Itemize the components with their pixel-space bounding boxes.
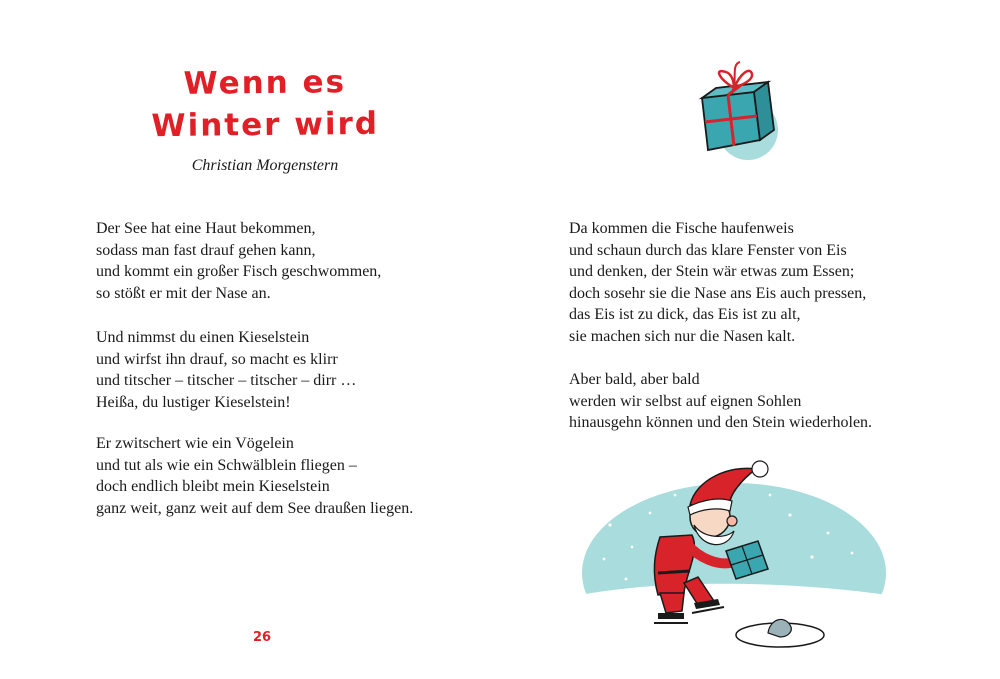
verse-line: sodass man fast drauf gehen kann,	[96, 241, 316, 259]
verse-line: sie machen sich nur die Nasen kalt.	[569, 327, 796, 345]
verse-line: und tut als wie ein Schwälblein fliegen –	[96, 456, 357, 474]
verse-line: das Eis ist zu dick, das Eis ist zu alt,	[569, 306, 801, 323]
santa-belt	[658, 571, 690, 573]
verse-line: Heißa, du lustiger Kieselstein!	[96, 393, 291, 411]
verse-line: und wirfst ihn drauf, so macht es klirr	[96, 350, 338, 368]
verse-line: und schaun durch das klare Fenster von Eis	[569, 241, 847, 259]
verse-line: Da kommen die Fische haufenweis	[569, 220, 794, 237]
title-line-1: Wenn es	[183, 64, 347, 102]
verse-line: hinausgehn können und den Stein wiederholen.	[569, 414, 873, 431]
poem-author: Christian Morgenstern	[191, 157, 339, 174]
skate-left	[658, 613, 684, 619]
verse-line: Und nimmst du einen Kieselstein	[96, 329, 310, 346]
title-line-2: Winter wird	[151, 105, 380, 145]
verse-line: werden wir selbst auf eignen Sohlen	[569, 392, 802, 410]
verse-line: Der See hat eine Haut bekommen,	[96, 220, 316, 237]
poem-title	[0, 59, 530, 149]
verse-line: doch sosehr sie die Nase ans Eis auch pressen,	[569, 284, 867, 302]
verse-line: und denken, der Stein wär etwas zum Essen;	[569, 263, 855, 280]
stanza-1	[96, 218, 381, 304]
stanza-3	[96, 433, 413, 519]
stanza-5	[569, 369, 872, 434]
snow-ground	[580, 584, 888, 663]
stanza-2	[96, 327, 356, 413]
verse-line: so stößt er mit der Nase an.	[96, 284, 271, 302]
hat-pompom	[752, 461, 768, 477]
page-number: 26	[253, 630, 272, 645]
verse-line: und titscher – titscher – titscher – dirr …	[96, 372, 357, 389]
bow-loop-left	[719, 71, 734, 88]
santa-nose	[727, 516, 737, 526]
verse-line: und kommt ein großer Fisch geschwommen,	[96, 263, 382, 280]
verse-line: ganz weit, ganz weit auf dem See draußen liegen.	[96, 499, 414, 517]
santa-illustration	[580, 455, 888, 663]
stanza-4	[569, 218, 866, 347]
verse-line: doch endlich bleibt mein Kieselstein	[96, 478, 330, 495]
gift-illustration	[688, 58, 784, 162]
verse-line: Er zwitschert wie ein Vögelein	[96, 435, 294, 452]
verse-line: Aber bald, aber bald	[569, 371, 700, 388]
